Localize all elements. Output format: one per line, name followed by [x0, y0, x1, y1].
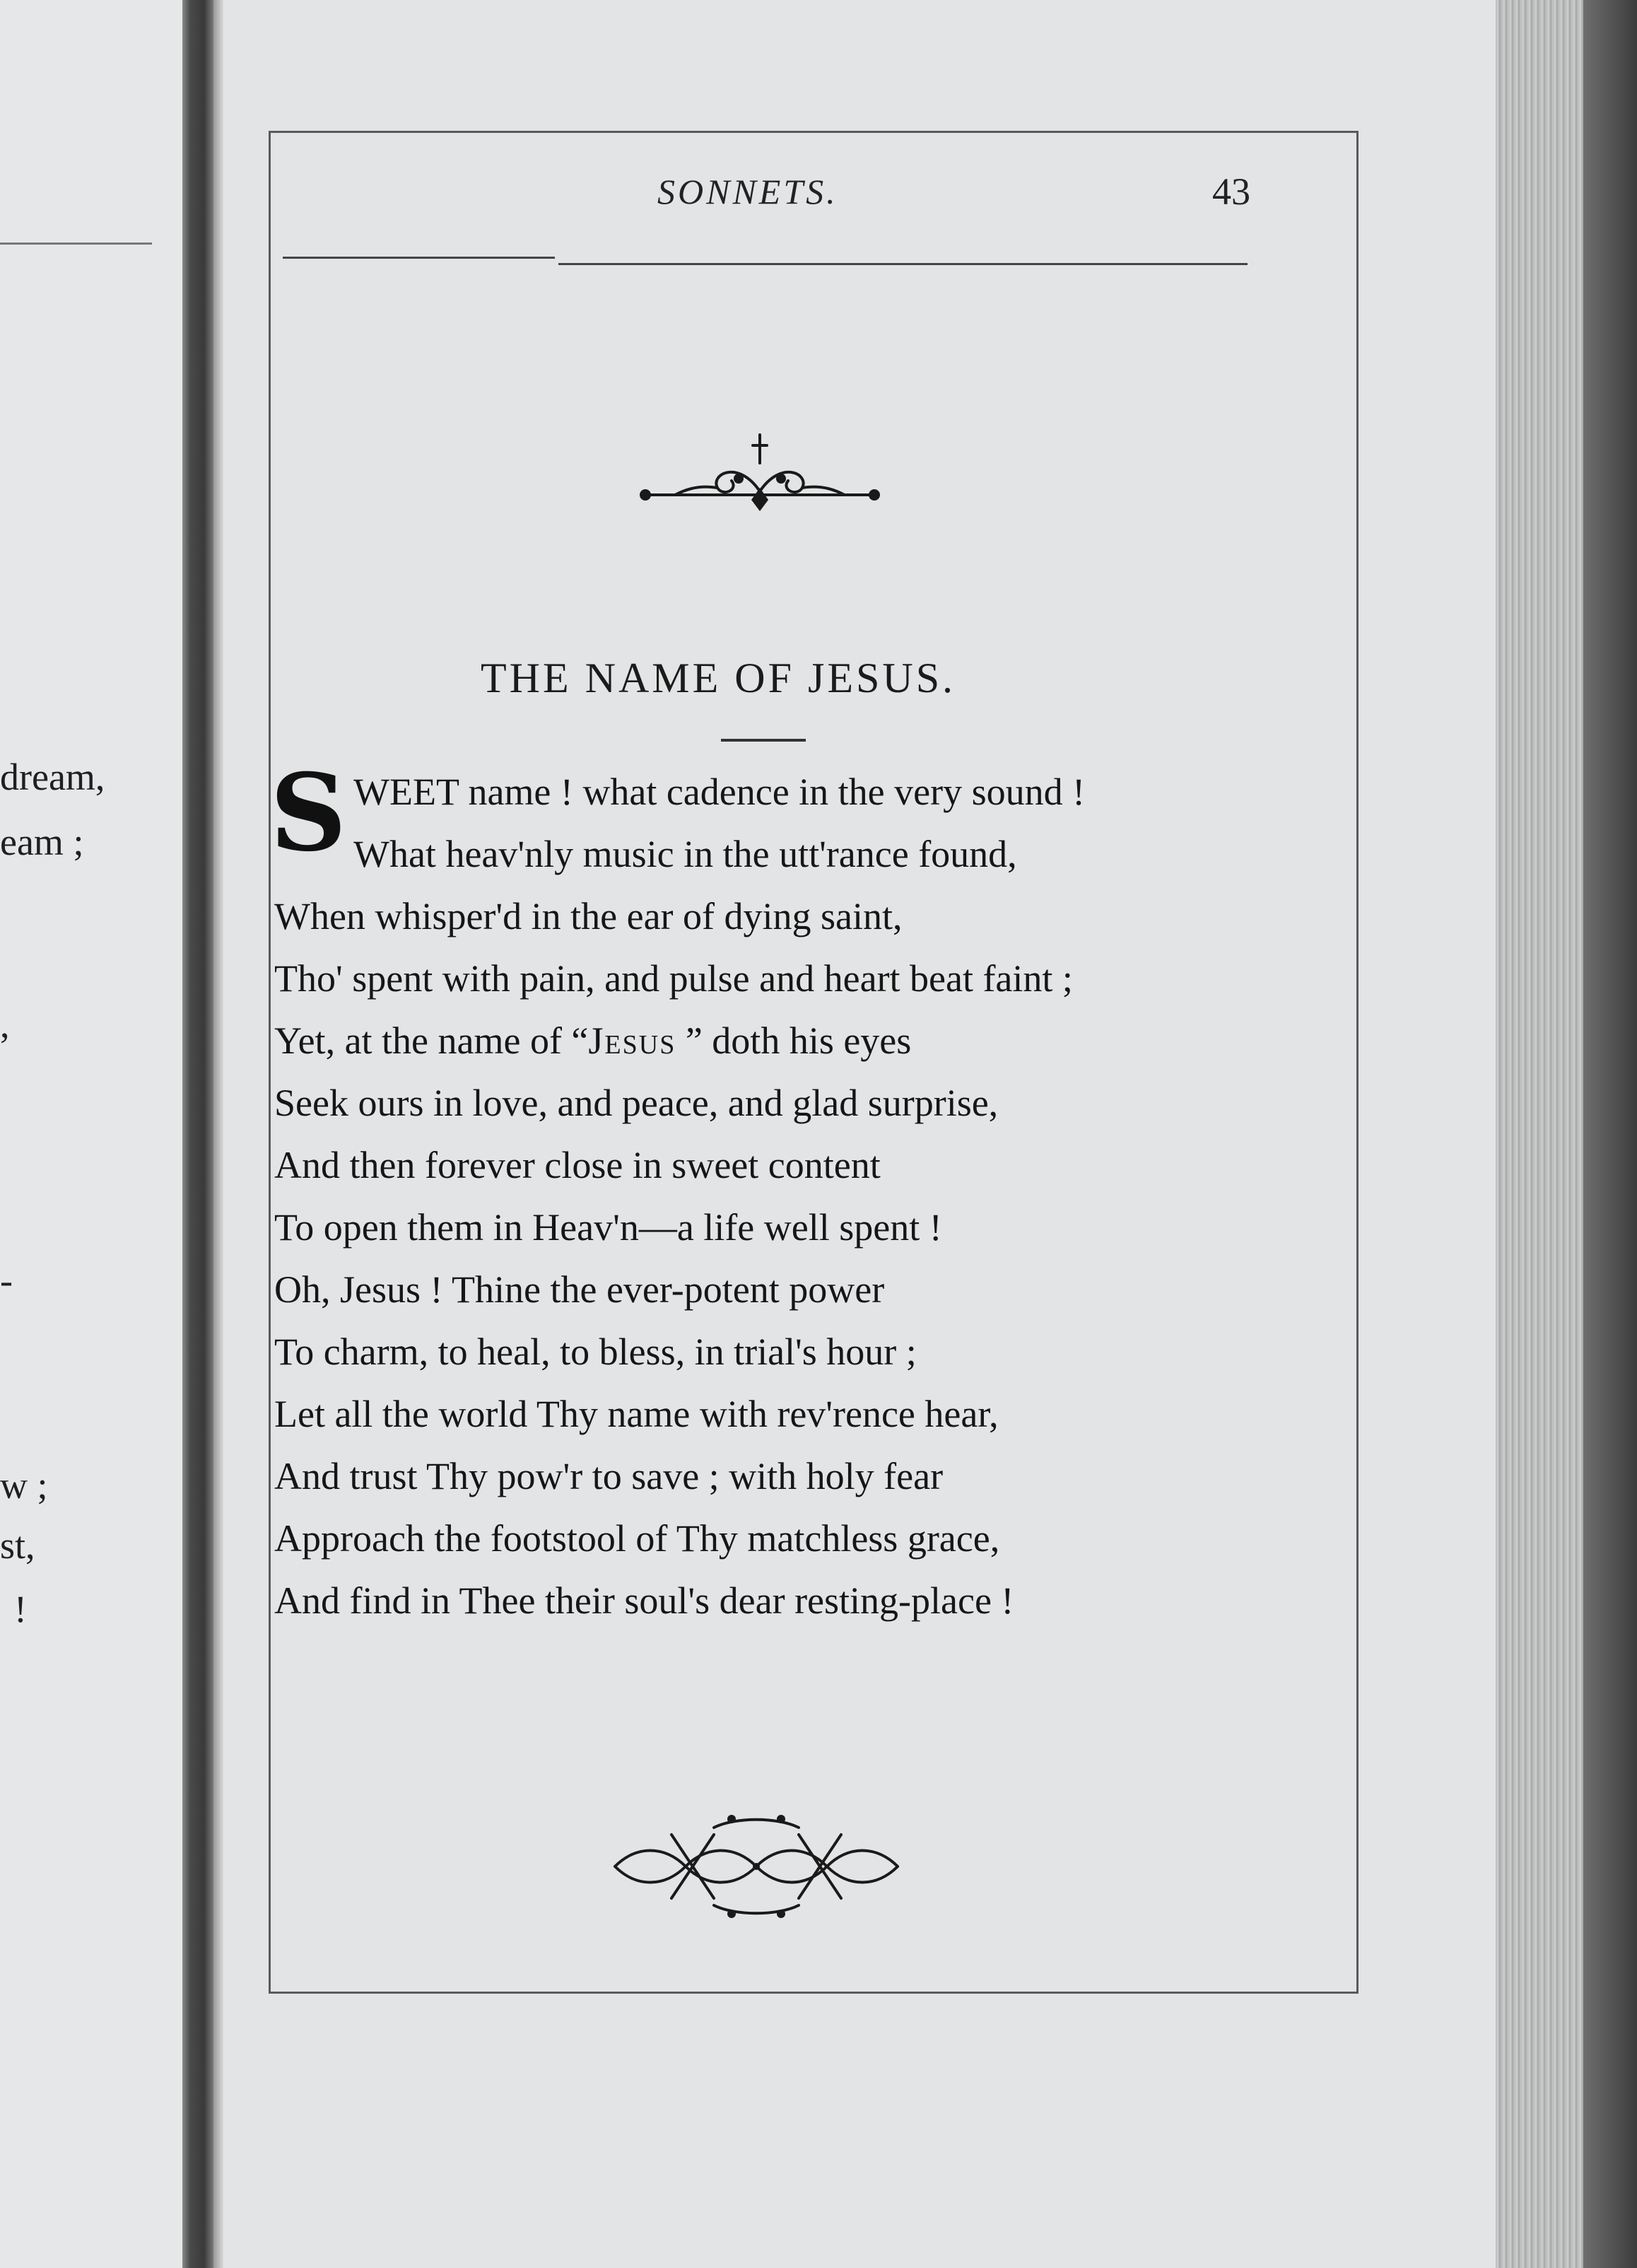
left-page-rule — [0, 242, 152, 245]
poem-line — [274, 1019, 911, 1062]
poem-line: Tho' spent with pain, and pulse and heart beat faint ; — [274, 957, 1073, 1000]
poem-line: What heav'nly music in the utt'rance found, — [353, 833, 1017, 875]
poem-line: Let all the world Thy name with rev'rence hear, — [274, 1393, 999, 1435]
poem-line: And find in Thee their soul's dear resting-place ! — [274, 1579, 1014, 1622]
title-rule — [721, 739, 806, 742]
poem-line: Oh, Jesus ! Thine the ever-potent power — [274, 1268, 885, 1311]
gutter-shadow — [213, 0, 223, 2268]
poem-line: WEET name ! what cadence in the very sound ! — [353, 771, 1086, 813]
scroll-ornament-icon — [633, 421, 887, 513]
left-fragment: , — [0, 1003, 10, 1046]
poem-line: Seek ours in love, and peace, and glad surprise, — [274, 1082, 999, 1124]
header-rule — [283, 257, 555, 259]
left-fragment: - — [0, 1259, 13, 1302]
left-fragment: w ; — [0, 1464, 48, 1507]
page-number: 43 — [1212, 170, 1250, 213]
left-facing-page — [0, 0, 191, 2268]
left-fragment: ! — [14, 1588, 27, 1630]
left-fragment: dream, — [0, 756, 105, 798]
poem-title: THE NAME OF JESUS. — [481, 655, 956, 701]
left-fragment: st, — [0, 1524, 35, 1567]
poem-line: And then forever close in sweet content — [274, 1144, 881, 1186]
page-block-shadow — [1583, 0, 1637, 2268]
poem-line-name: Jesus — [588, 1019, 676, 1062]
left-fragment: eam ; — [0, 821, 84, 863]
poem-line-tail: ” doth his eyes — [685, 1019, 912, 1062]
running-title: SONNETS. — [657, 172, 838, 211]
knot-ornament-icon — [608, 1806, 905, 1927]
poem-line: And trust Thy pow'r to save ; with holy fear — [274, 1455, 944, 1497]
header-rule — [558, 263, 1248, 265]
poem-line-lead: Yet, at the name of “ — [274, 1019, 589, 1062]
poem-line: Approach the footstool of Thy matchless grace, — [274, 1517, 1000, 1560]
printed-page-frame — [269, 131, 1359, 1994]
poem-line: When whisper'd in the ear of dying saint, — [274, 895, 903, 937]
drop-cap: S — [270, 751, 347, 875]
book-gutter — [182, 0, 213, 2268]
poem-line: To open them in Heav'n—a life well spent ! — [274, 1206, 942, 1249]
poem-line: To charm, to heal, to bless, in trial's hour ; — [274, 1331, 917, 1373]
